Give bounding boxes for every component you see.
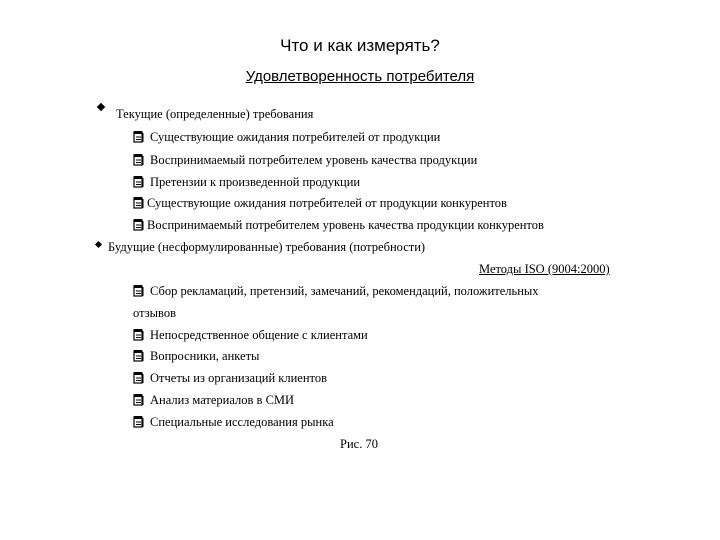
notepad-icon xyxy=(133,393,144,406)
page-subtitle: Удовлетворенность потребителя xyxy=(245,68,475,85)
notepad-icon xyxy=(133,328,144,341)
future-requirements-heading: Будущие (несформулированные) требования (потребности) xyxy=(108,240,426,254)
list-item-text: Вопросники, анкеты xyxy=(150,349,260,363)
list-item-text-continuation: отзывов xyxy=(133,306,177,320)
notepad-icon xyxy=(133,218,144,231)
list-item-text: Отчеты из организаций клиентов xyxy=(150,371,327,385)
notepad-icon xyxy=(133,196,144,209)
notepad-icon xyxy=(133,130,144,143)
list-item-text: Воспринимаемый потребителем уровень качества продукции конкурентов xyxy=(147,218,544,232)
notepad-icon xyxy=(133,175,144,188)
notepad-icon xyxy=(133,284,144,297)
notepad-icon xyxy=(133,415,144,428)
list-item-text: Анализ материалов в СМИ xyxy=(150,393,295,407)
page-title: Что и как измерять? xyxy=(280,36,440,55)
list-item-text: Существующие ожидания потребителей от продукции конкурентов xyxy=(147,196,507,210)
notepad-icon xyxy=(133,371,144,384)
list-item-text: Существующие ожидания потребителей от продукции xyxy=(150,130,441,144)
methods-heading: Методы ISO (9004:2000) xyxy=(479,262,610,276)
list-item-text: Воспринимаемый потребителем уровень качества продукции xyxy=(150,153,478,167)
current-requirements-heading: Текущие (определенные) требования xyxy=(116,107,314,121)
list-item-text: Непосредственное общение с клиентами xyxy=(150,328,368,342)
list-item-text: Претензии к произведенной продукции xyxy=(150,175,361,189)
notepad-icon xyxy=(133,153,144,166)
list-item-text: Специальные исследования рынка xyxy=(150,415,334,429)
notepad-icon xyxy=(133,349,144,362)
diamond-bullet-icon xyxy=(95,241,102,248)
list-item-text: Сбор рекламаций, претензий, замечаний, рекомендаций, положительных xyxy=(150,284,539,298)
figure-caption: Рис. 70 xyxy=(340,437,378,451)
diamond-bullet-icon xyxy=(97,103,105,111)
